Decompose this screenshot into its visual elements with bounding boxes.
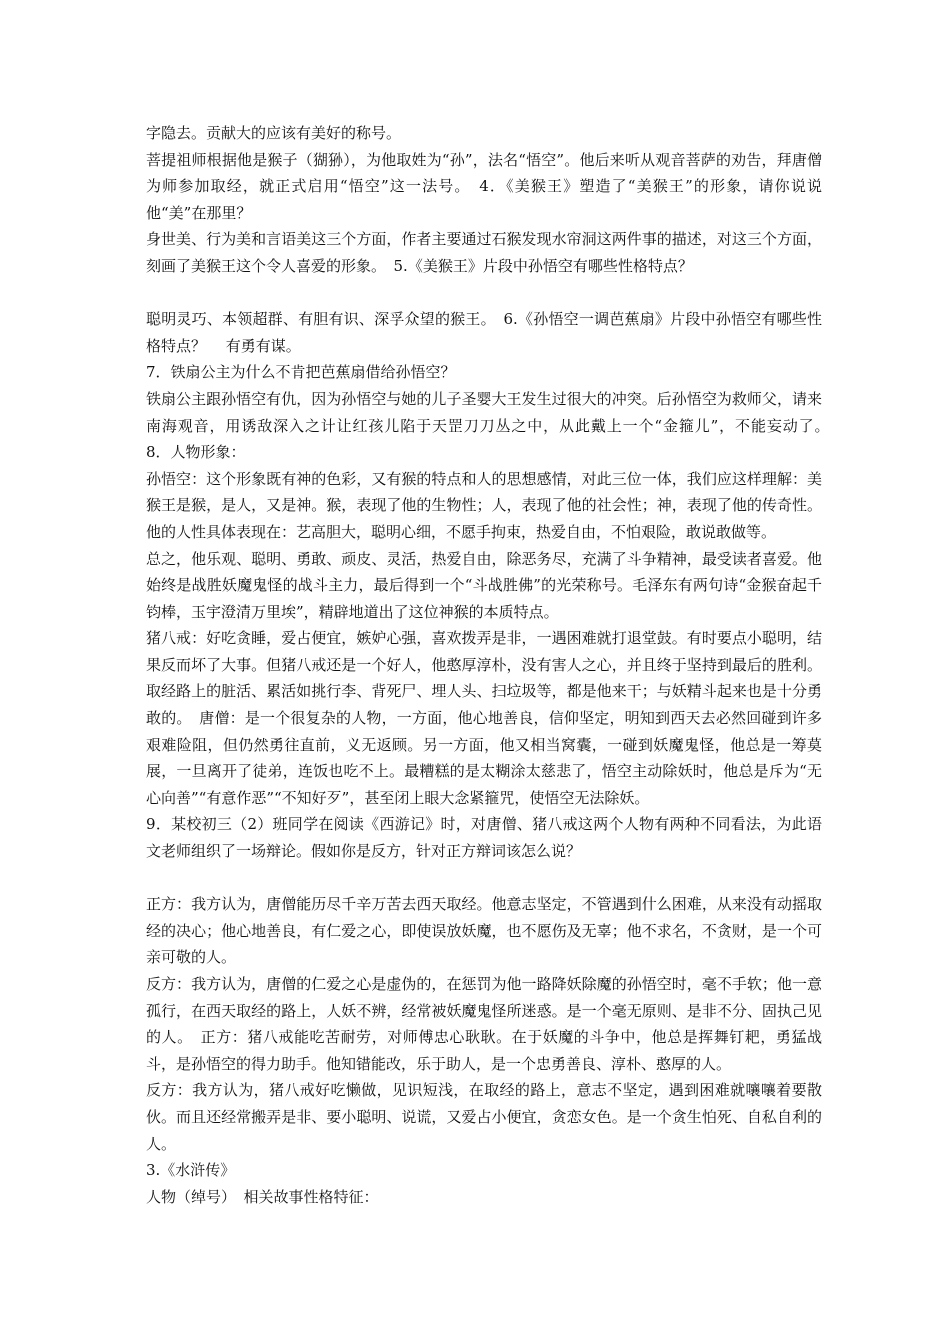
blank-line xyxy=(146,865,822,892)
paragraph-question-9: 9．某校初三（2）班同学在阅读《西游记》时，对唐僧、猪八戒这两个人物有两种不同看法，为此语文老师组织了一场辩论。假如你是反方，针对正方辩词该怎么说？ xyxy=(146,815,822,861)
paragraph-summary: 总之，他乐观、聪明、勇敢、顽皮、灵活，热爱自由，除恶务尽，充满了斗争精神，最受读者喜爱。他始终是战胜妖魔鬼怪的战斗主力，最后得到一个“斗战胜佛”的光荣称号。毛泽东有两句诗“金猴奋起千钧棒，玉宇澄清万里埃”，精辟地道出了这位神猴的本质特点。 xyxy=(146,549,822,621)
paragraph-affirmative-1: 正方：我方认为，唐僧能历尽千辛万苦去西天取经。他意志坚定，不管遇到什么困难，从来没有动摇取经的决心；他心地善良，有仁爱之心，即使误放妖魔，也不愿伤及无辜；他不求名，不贪财，是一个可亲可敬的人。 xyxy=(146,895,822,967)
paragraph-intro-tail: 字隐去。贡献大的应该有美好的称号。 xyxy=(146,124,402,142)
paragraph-question-7: 7．铁扇公主为什么不肯把芭蕉扇借给孙悟空？ xyxy=(146,363,456,382)
table-header-line: 人物（绰号） 相关故事性格特征： xyxy=(146,1187,379,1206)
paragraph-sun-wukong: 孙悟空：这个形象既有神的色彩，又有猴的特点和人的思想感情，对此三位一体，我们应这样理解：美猴王是猴，是人，又是神。猴，表现了他的生物性；人，表现了他的社会性；神，表现了他的传奇性。他的人性具体表现在：艺高胆大，聪明心细，不愿手拘束，热爱自由，不怕艰险，敢说敢做等。 xyxy=(146,469,822,541)
paragraph-traits-answer: 聪明灵巧、本领超群、有胆有识、深孚众望的猴王。 6.《孙悟空一调芭蕉扇》片段中孙悟空有哪些性格特点？ 有勇有谋。 xyxy=(146,310,822,355)
paragraph-answer-7: 铁扇公主跟孙悟空有仇，因为孙悟空与她的儿子圣婴大王发生过很大的冲突。后孙悟空为救师父，请来南海观音，用诱敌深入之计让红孩儿陷于天罡刀刀丛之中，从此戴上一个“金箍儿”，不能妄动了。 8．人物形象： xyxy=(146,389,838,462)
paragraph-negative-2: 反方：我方认为，猪八戒好吃懒做，见识短浅，在取经的路上，意志不坚定，遇到困难就嚷嚷着要散伙。而且还经常搬弄是非、要小聪明、说谎，又爱占小便宜，贪恋女色。是一个贪生怕死、自私自利的人。 xyxy=(146,1081,822,1153)
paragraph-name-origin: 菩提祖师根据他是猴子（猢狲），为他取姓为“孙”，法名“悟空”。他后来听从观音菩萨的劝告，拜唐僧为师参加取经，就正式启用“悟空”这一法号。 4．《美猴王》塑造了“美猴王”的形象，请你说说他“美”在那里？ xyxy=(146,150,822,222)
blank-line xyxy=(146,280,822,307)
paragraph-negative-1: 反方：我方认为，唐僧的仁爱之心是虚伪的，在惩罚为他一路降妖除魔的孙悟空时，毫不手软；他一意孤行，在西天取经的路上，人妖不辨，经常被妖魔鬼怪所迷惑。是一个毫无原则、是非不分、固执己见的人。 正方：猪八戒能吃苦耐劳，对师傅忠心耿耿。在于妖魔的斗争中，他总是挥舞钉耙，勇猛战斗，是孙悟空的得力助手。他知错能改，乐于助人，是一个忠勇善良、淳朴、憨厚的人。 xyxy=(146,975,822,1073)
paragraph-zhu-bajie-tang-seng: 猪八戒：好吃贪睡，爱占便宜，嫉妒心强，喜欢拨弄是非，一遇困难就打退堂鼓。有时要点小聪明，结果反而坏了大事。但猪八戒还是一个好人，他憨厚淳朴，没有害人之心，并且终于坚持到最后的胜利。取经路上的脏活、累活如挑行李、背死尸、埋人头、扫垃圾等，都是他来干；与妖精斗起来也是十分勇敢的。 唐僧：是一个很复杂的人物，一方面，他心地善良，信仰坚定，明知到西天去必然回碰到许多艰难险阻，但仍然勇往直前，义无返顾。另一方面，他又相当窝囊，一碰到妖魔鬼怪，他总是一筹莫展，一旦离开了徒弟，连饭也吃不上。最糟糕的是太糊涂太慈悲了，悟空主动除妖时，他总是斥为“无心向善”“有意作恶”“不知好歹”，甚至闭上眼大念紧箍咒，使悟空无法除妖。 xyxy=(146,629,822,807)
section-heading-water-margin: 3.《水浒传》 xyxy=(146,1161,236,1180)
document-body xyxy=(146,120,838,1210)
paragraph-monkey-king-beauty: 身世美、行为美和言语美这三个方面，作者主要通过石猴发现水帘洞这两件事的描述，对这三个方面，刻画了美猴王这个令人喜爱的形象。 5.《美猴王》片段中孙悟空有哪些性格特点？ xyxy=(146,230,822,275)
